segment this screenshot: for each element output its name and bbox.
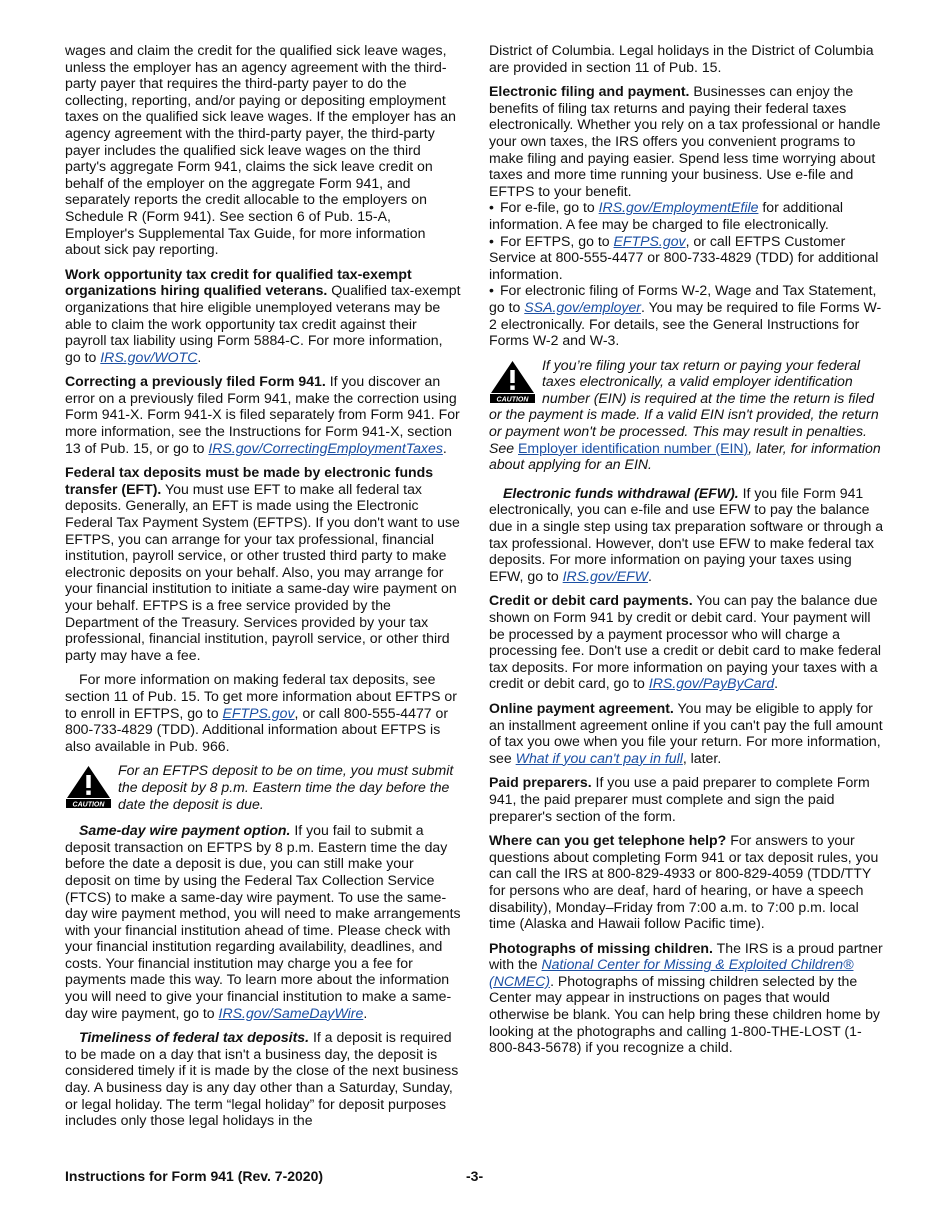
bullet-icon: •: [489, 232, 494, 249]
caution-icon: [489, 359, 536, 403]
eft-heading: Federal tax deposits must be made by electronic funds transfer (EFT).: [65, 464, 434, 497]
phone-text: For answers to your questions about completing Form 941 or tax deposit rules, you can call the IRS at 800-829-4933 or 800-829-4059 (TDD/TTY for persons who are deaf, hard of hearing, or have a speech disability), Monday–Friday from 7:00 a.m. to 7:00 p.m. local time (Alaska and Hawaii follow Pacific time).: [489, 832, 879, 932]
right-column: [489, 42, 887, 1064]
eftps-link-right[interactable]: EFTPS.gov: [613, 232, 686, 249]
correcting-link[interactable]: IRS.gov/CorrectingEmploymentTaxes: [208, 439, 443, 456]
efw-heading: Electronic funds withdrawal (EFW).: [503, 484, 739, 501]
wire-text: If you fail to submit a deposit transaction on EFTPS by 8 p.m. Eastern time the day before the date a deposit is due, you can still make your deposit on time by using the Federal Tax Collection Service (FTCS) to make a same-day wire payment. To use the same-day wire payment method, you will need to make arrangements with your financial institution ahead of time. Please check with your financial institution regarding availability, deadlines, and costs. Your financial institution may charge you a fee for payments made this way. To learn more about the information you will need to give your financial institution to make a same-day wire payment, go to: [65, 822, 461, 1021]
caution-note-ein: [489, 357, 887, 473]
pay-by-card-link[interactable]: IRS.gov/PayByCard: [648, 675, 775, 692]
efile-bullet-list: [489, 199, 887, 348]
same-day-wire-link[interactable]: IRS.gov/SameDayWire: [218, 1004, 364, 1021]
list-item: • For EFTPS, go to EFTPS.gov, or call EFTPS Customer Service at 800-555-4477 or 800-733-4829 (TDD) for additional information.: [489, 232, 879, 282]
wotc-text: Qualified tax-exempt organizations that hire eligible unemployed veterans may be able to claim the work opportunity tax credit against their payroll tax liability using Form 5884-C. For more information, go to: [65, 282, 461, 365]
eftps-link[interactable]: EFTPS.gov: [222, 704, 295, 721]
eftps-info-text-b: , or call 800-555-4477 or 800-733-4829 (TDD). Additional information about EFTPS is also available in Pub. 966.: [65, 704, 449, 754]
preparers-text: If you use a paid preparer to complete Form 941, the paid preparer must complete and sign the paid preparer's section of the form.: [489, 774, 870, 824]
ein-link[interactable]: Employer identification number (EIN): [518, 439, 749, 456]
wotc-heading: Work opportunity tax credit for qualified tax-exempt organizations hiring qualified veterans.: [65, 265, 412, 299]
wotc-paragraph: Work opportunity tax credit for qualified tax-exempt organizations hiring qualified veterans. Qualified tax-exempt organizations that hire eligible unemployed veterans may be able to claim the work opportunity tax credit against their payroll tax liability using Form 5884-C. For more information, go to IRS.gov/WOTC.: [65, 265, 461, 365]
phone-heading: Where can you get telephone help?: [489, 832, 727, 849]
efile-heading: Electronic filing and payment.: [489, 83, 690, 100]
caution-eftps-text: For an EFTPS deposit to be on time, you must submit the deposit by 8 p.m. Eastern time the day before the date the deposit is due.: [118, 762, 454, 812]
bullet-icon: •: [489, 282, 494, 299]
caution-ein-text-b: , later, for information about applying for an EIN.: [489, 439, 881, 473]
efw-paragraph: Electronic funds withdrawal (EFW). If you file Form 941 electronically, you can e-file and use EFW to pay the balance due in a single step using tax preparation software or through a tax professional. However, don't use EFW to make federal tax deposits. For more information on paying your taxes using EFW, go to IRS.gov/EFW.: [489, 484, 884, 584]
employment-efile-link[interactable]: IRS.gov/EmploymentEfile: [598, 199, 759, 216]
phone-paragraph: [489, 832, 887, 932]
timeliness-text: If a deposit is required to be made on a day that isn't a business day, the deposit is considered timely if it is made by the close of the next business day. A business day is any day other than a Saturday, Sunday, or legal holiday. The term “legal holiday” for deposit purposes includes only those legal holidays in the: [65, 1029, 459, 1129]
page-number: -3-: [466, 1168, 484, 1184]
dc-holidays-paragraph: District of Columbia. Legal holidays in the District of Columbia are provided in section 11 of Pub. 15.: [489, 42, 874, 75]
list-item: • For electronic filing of Forms W-2, Wage and Tax Statement, go to SSA.gov/employer. You may be required to file Forms W-2 electronically. For details, see the General Instructions for Forms W-2 and W-3.: [489, 282, 882, 349]
eft-paragraph: [65, 464, 462, 663]
preparers-heading: Paid preparers.: [489, 774, 592, 791]
efw-link[interactable]: IRS.gov/EFW: [562, 567, 649, 584]
eft-text: You must use EFT to make all federal tax deposits. Generally, an EFT is made using the Electronic Federal Tax Payment System (EFTPS). If you don't want to use EFTPS, you can arrange for your tax professional, financial institution, payroll service, or other trusted third party to make electronic deposits on your behalf. Also, you may arrange for your financial institution to initiate a same-day wire payment on your behalf. EFTPS is a free service provided by the Department of the Treasury. Services provided by your tax professional, financial institution, payroll service, or other third party may have a fee.: [65, 480, 460, 663]
photos-text-b: . Photographs of missing children selected by the Center may appear in instructions on pages that would otherwise be blank. You can help bring these children home by looking at the photographs and calling 1-800-THE-LOST (1-800-843-5678) if you recognize a child.: [489, 972, 880, 1056]
correcting-paragraph: Correcting a previously filed Form 941. If you discover an error on a previously filed Form 941, make the correction using Form 941-X. Form 941-X is filed separately from Form 941. For more information, see the Instructions for Form 941-X, section 13 of Pub. 15, or go to IRS.gov/CorrectingEmploymentTaxes.: [65, 373, 460, 456]
caution-icon: [65, 764, 112, 808]
left-column: [65, 42, 462, 1137]
opa-text: You may be eligible to apply for an installment agreement online if you can't pay the full amount of tax you owe when you file your return. For more information, see: [489, 699, 883, 766]
opa-paragraph: Online payment agreement. You may be eligible to apply for an installment agreement online if you can't pay the full amount of tax you owe when you file your return. For more information, see What if you can't pay in full, later.: [489, 699, 883, 766]
photos-text-a: The IRS is a proud partner with the: [489, 939, 883, 973]
correcting-heading: Correcting a previously filed Form 941.: [65, 373, 326, 390]
wire-heading: Same-day wire payment option.: [79, 822, 291, 839]
opa-heading: Online payment agreement.: [489, 699, 674, 716]
timeliness-heading: Timeliness of federal tax deposits.: [79, 1029, 310, 1046]
sick-pay-paragraph: wages and claim the credit for the qualified sick leave wages, unless the employer has an agency agreement with the third-party payer that requires the third-party payer to do the collecting, reporting, and/or paying or depositing employment taxes on the qualified sick leave wages. If the employer has an agency agreement with the third-party payer, the third-party payer includes the qualified sick leave wages on the third party's aggregate Form 941, claims the sick leave credit on behalf of the employer on the aggregate Form 941, and separately reports the credit allocable to the employers on Schedule R (Form 941). See section 6 of Pub. 15-A, Employer's Supplemental Tax Guide, for more information about sick pay reporting.: [65, 42, 456, 258]
caution-icon-label: CAUTION: [72, 801, 105, 809]
preparers-paragraph: [489, 774, 887, 824]
list-item: • For e-file, go to IRS.gov/EmploymentEfile for additional information. A fee may be charged to file electronically.: [489, 199, 844, 232]
footer-title: Instructions for Form 941 (Rev. 7-2020): [65, 1168, 324, 1184]
correcting-text: If you discover an error on a previously filed Form 941, make the correction using Form 941-X. Form 941-X is filed separately from Form 941. For more information, see the Instructions for Form 941-X, section 13 of Pub. 15, or go to: [65, 373, 460, 456]
eftps-info-text-a: For more information on making federal tax deposits, see section 11 of Pub. 15. To get more information about EFTPS or to enroll in EFTPS, go to: [65, 671, 457, 721]
efile-text: Businesses can enjoy the benefits of filing tax returns and paying their federal taxes electronically. Whether you rely on a tax professional or handle your own taxes, the IRS offers you convenient programs to make filing and paying easier. Spend less time worrying about taxes and more time running your business. Use e-file and EFTPS to your benefit.: [489, 83, 881, 199]
photos-paragraph: [489, 940, 887, 1056]
caution-ein-text-a: If you’re filing your tax return or paying your federal taxes electronically, a valid employer identification number (EIN) is required at the time the return is filed or the payment is made. If a valid EIN isn't provided, the return or payment won't be processed. This may result in penalties. See: [489, 356, 879, 456]
eftps-info-paragraph: [65, 671, 462, 754]
ssa-employer-link[interactable]: SSA.gov/employer: [524, 298, 641, 315]
efile-paragraph: [489, 83, 887, 199]
efw-text: If you file Form 941 electronically, you can e-file and use EFW to pay the balance due in a single step using tax preparation software or through a tax professional. However, don't use EFW to make federal tax deposits. For more information on paying your taxes using EFW, go to: [489, 484, 884, 584]
card-heading: Credit or debit card payments.: [489, 592, 693, 609]
bullet-icon: •: [489, 199, 494, 216]
photos-heading: Photographs of missing children.: [489, 939, 713, 956]
timeliness-paragraph: [65, 1029, 462, 1129]
ncmec-link[interactable]: National Center for Missing & Exploited Children® (NCMEC): [489, 956, 854, 989]
caution-note-eftps: [65, 762, 462, 812]
card-paragraph: Credit or debit card payments. You can pay the balance due shown on Form 941 by credit or debit card. Your payment will be processed by a payment processor who will charge a processing fee. Don't use a credit or debit card to make federal tax deposits. For more information on paying your taxes with a credit or debit card, go to IRS.gov/PayByCard.: [489, 592, 882, 692]
cant-pay-link[interactable]: What if you can't pay in full: [515, 749, 683, 766]
wire-paragraph: Same-day wire payment option. If you fail to submit a deposit transaction on EFTPS by 8 p.m. Eastern time the day before the date a deposit is due, you can still make your deposit on time by using the Federal Tax Collection Service (FTCS) to make a same-day wire payment. To use the same-day wire payment method, you will need to make arrangements with your financial institution ahead of time. Please check with your financial institution regarding availability, deadlines, and costs. Your financial institution may charge you a fee for payments made this way. To learn more about the information you will need to give your financial institution to make a same-day wire payment, go to IRS.gov/SameDayWire.: [65, 822, 461, 1021]
card-text: You can pay the balance due shown on Form 941 by credit or debit card. Your payment will be processed by a payment processor who will charge a processing fee. Don't use a credit or debit card to make federal tax deposits. For more information on paying your taxes with a credit or debit card, go to: [489, 592, 882, 692]
wotc-link[interactable]: IRS.gov/WOTC: [100, 348, 198, 365]
caution-icon-label: CAUTION: [496, 395, 529, 403]
